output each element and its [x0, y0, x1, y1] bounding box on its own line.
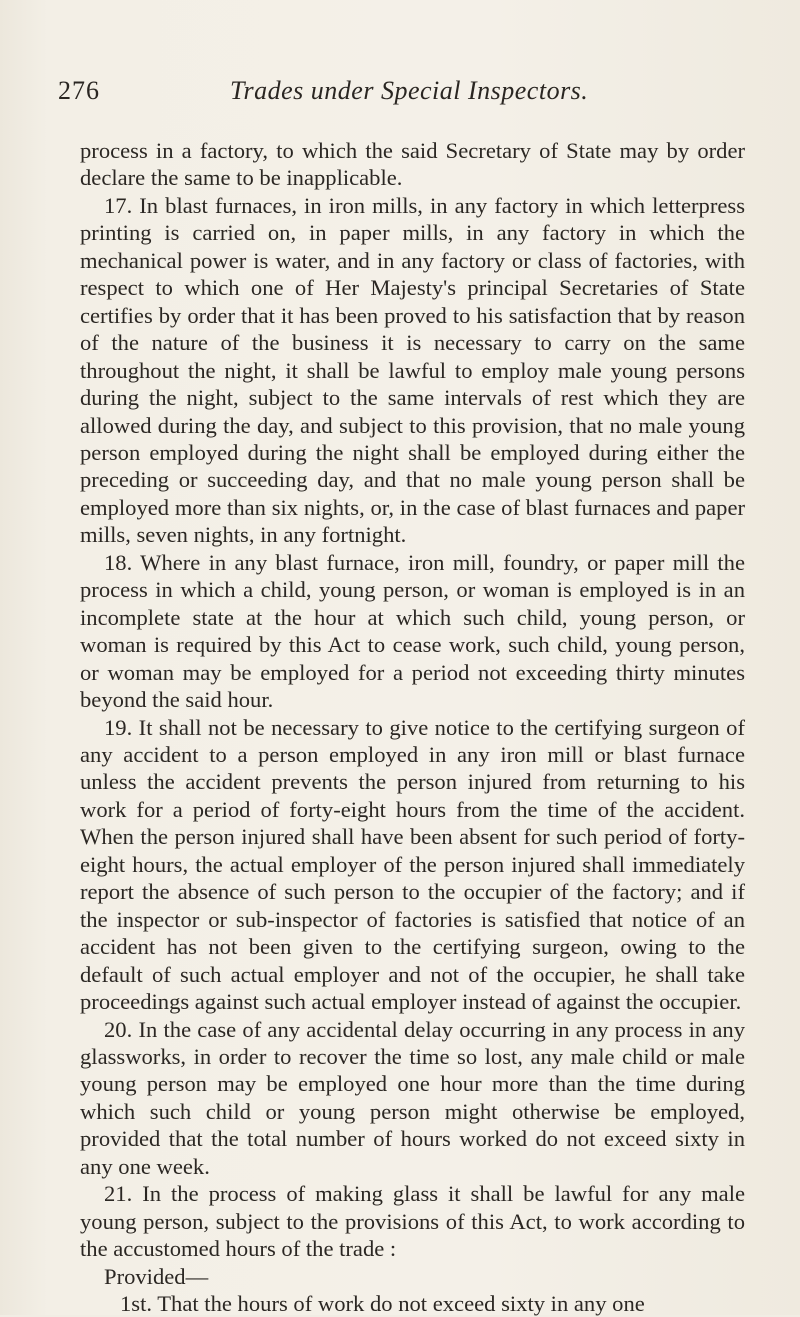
paragraph-19: 19. It shall not be necessary to give notice to the certifying surgeon of any accident to a person employed in any iron mill or blast furnace unless the accident prevents the person injured from returning to his work for a period of forty-eight hours from the time of the accident. When the person injured shall have been absent for such period of forty-eight hours, the actual employer of the person injured shall immediately report the absence of such person to the occupier of the factory; and if the inspector or sub-inspector of factories is satisfied that notice of an accident has not been given to the certifying surgeon, owing to the default of such actual employer and not of the occupier, he shall take proceedings against such actual employer instead of against the occupier.	[80, 714, 745, 1015]
page-header	[58, 76, 718, 116]
paragraph-18: 18. Where in any blast furnace, iron mill, foundry, or paper mill the process in which a child, young person, or woman is employed is in an incomplete state at the hour at which such child, young person, or woman is required by this Act to cease work, such child, young person, or woman may be employed for a period not exceeding thirty minutes beyond the said hour.	[80, 549, 745, 713]
page-number: 276	[58, 76, 100, 105]
proviso-item: 1st. That the hours of work do not exceed sixty in any one	[120, 1291, 645, 1317]
running-head: Trades under Special Inspectors.	[230, 76, 589, 105]
body-text	[80, 137, 745, 1317]
paragraph-continuation: process in a factory, to which the said Secretary of State may by order declare the same to be inapplicable.	[80, 138, 745, 191]
proviso-heading: Provided—	[104, 1263, 209, 1289]
paragraph-17: 17. In blast furnaces, in iron mills, in any factory in which letterpress printing is carried on, in paper mills, in any factory in which the mechanical power is water, and in any factory or class of factories, with respect to which one of Her Majesty's principal Secretaries of State certifies by order that it has been proved to his satisfaction that by reason of the nature of the business it is necessary to carry on the same throughout the night, it shall be lawful to employ male young persons during the night, subject to the same intervals of rest which they are allowed during the day, and subject to this provision, that no male young person employed during the night shall be employed during either the preceding or succeeding day, and that no male young person shall be employed more than six nights, or, in the case of blast furnaces and paper mills, seven nights, in any fortnight.	[80, 192, 745, 548]
paragraph-20: 20. In the case of any accidental delay occurring in any process in any glassworks, in order to recover the time so lost, any male child or male young person may be employed one hour more than the time during which such child or young person might otherwise be employed, provided that the total number of hours worked do not exceed sixty in any one week.	[80, 1016, 745, 1179]
paragraph-21: 21. In the process of making glass it shall be lawful for any male young person, subject to the provisions of this Act, to work according to the accustomed hours of the trade :	[80, 1181, 745, 1262]
